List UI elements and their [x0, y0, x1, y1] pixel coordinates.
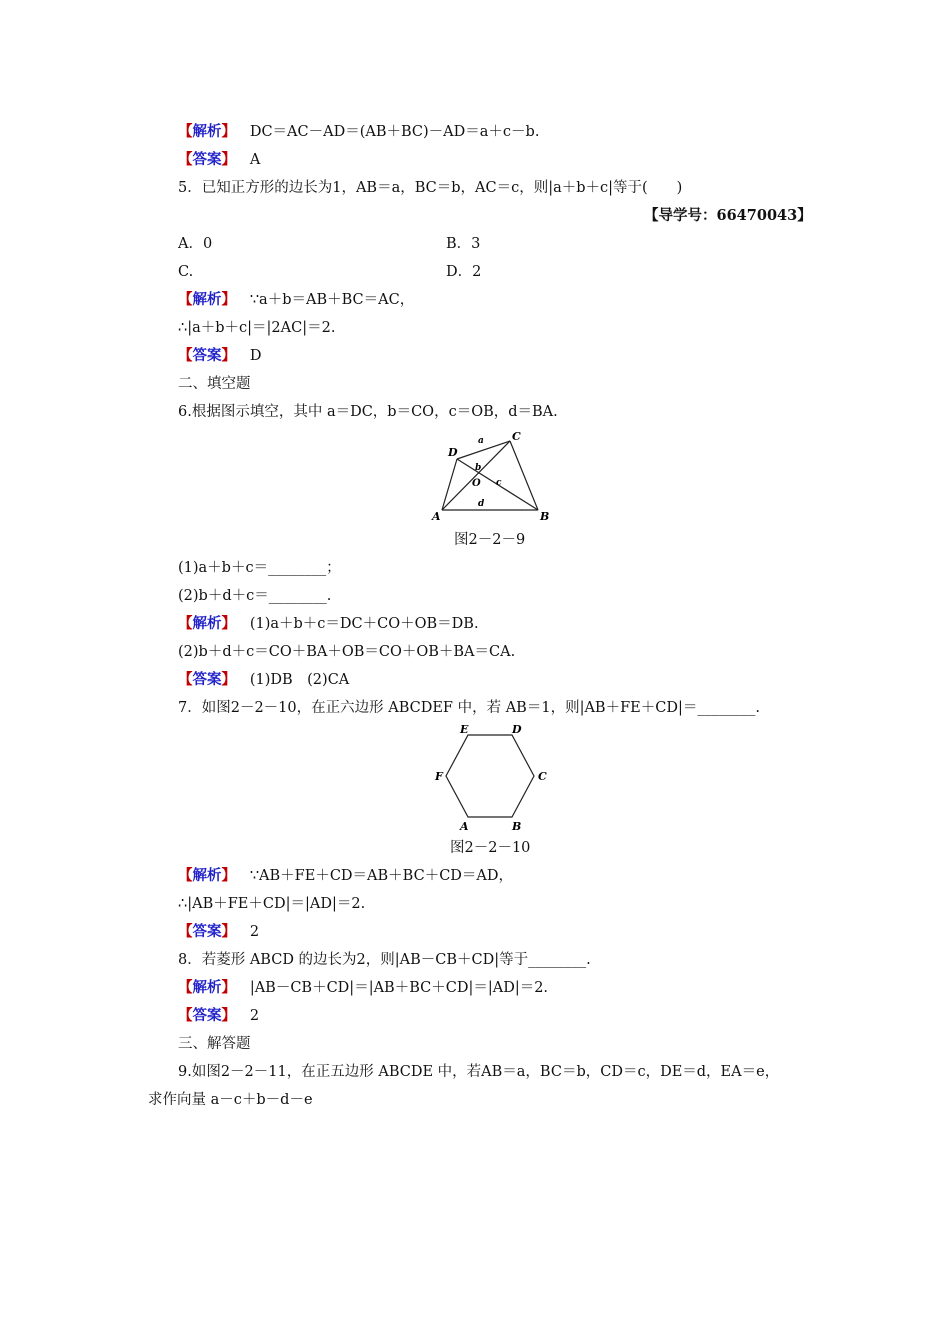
- figure-caption-2-2-10: 图2－2－10: [450, 840, 531, 856]
- q9-stem-1: 9.如图2－2－11，在正五边形 ABCDE 中，若AB＝a，BC＝b，CD＝c，DE＝d，EA＝e，: [178, 1064, 780, 1080]
- point-label-c: C: [512, 430, 521, 443]
- q5-option-c: C.: [178, 264, 194, 280]
- q7-stem: 7．如图2－2－10，在正六边形 ABCDEF 中，若 AB＝1，则|AB＋FE＋CD|＝________.: [178, 700, 760, 716]
- hex-label-c: C: [538, 770, 547, 783]
- q8-answer-text: 2: [249, 1008, 260, 1024]
- analysis-tag: 【解析】: [178, 979, 236, 996]
- q9-stem-2: 求作向量 a－c＋b－d－e: [148, 1092, 313, 1108]
- answer-tag: 【答案】: [178, 1007, 236, 1024]
- figure-2-2-9: [430, 428, 556, 526]
- edge-label-c: c: [496, 478, 502, 488]
- q6-answer-text: (1)DB (2)CA: [249, 672, 350, 688]
- q6-analysis-line: [178, 614, 479, 634]
- figure-caption-2-2-9: 图2－2－9: [454, 532, 526, 548]
- answer-tag: 【答案】: [178, 923, 236, 940]
- q5-analysis-line: [178, 290, 414, 310]
- q5-answer-text: D: [249, 348, 262, 364]
- q4-analysis-line: [178, 122, 539, 142]
- q4-analysis-text: DC＝AC－AD＝(AB＋BC)－AD＝a＋c－b.: [249, 124, 540, 140]
- point-label-b: B: [540, 510, 550, 523]
- q6-analysis-text-1: (1)a＋b＋c＝DC＋CO＋OB＝DB.: [249, 616, 479, 632]
- analysis-tag: 【解析】: [178, 867, 236, 884]
- q6-analysis-text-2: (2)b＋d＋c＝CO＋BA＋OB＝CO＋OB＋BA＝CA.: [178, 644, 516, 660]
- q8-stem: 8．若菱形 ABCD 的边长为2，则|AB－CB＋CD|等于________.: [178, 952, 591, 968]
- edge-label-a: a: [478, 436, 484, 446]
- edge-label-b: b: [475, 463, 482, 473]
- q5-guide-number: 【导学号：66470043】: [644, 207, 812, 224]
- q4-answer-text: A: [249, 152, 261, 168]
- q6-blank-1: (1)a＋b＋c＝________；: [178, 560, 341, 576]
- hex-label-b: B: [512, 820, 522, 833]
- analysis-tag: 【解析】: [178, 615, 236, 632]
- point-label-d: D: [448, 446, 458, 459]
- q5-analysis-text-1: ∵a＋b＝AB＋BC＝AC，: [249, 292, 415, 308]
- q7-analysis-text-1: ∵AB＋FE＋CD＝AB＋BC＋CD＝AD，: [249, 868, 514, 884]
- q7-analysis-text-2: ∴|AB＋FE＋CD|＝|AD|＝2.: [178, 896, 366, 912]
- answer-tag: 【答案】: [178, 151, 236, 168]
- hex-label-d: D: [512, 723, 522, 736]
- q7-answer-line: [178, 922, 259, 942]
- q5-option-a: A．0: [178, 236, 213, 252]
- analysis-tag: 【解析】: [178, 123, 236, 140]
- q6-stem: 6.根据图示填空，其中 a＝DC，b＝CO，c＝OB，d＝BA.: [178, 404, 558, 420]
- analysis-tag: 【解析】: [178, 291, 236, 308]
- q8-analysis-text: |AB－CB＋CD|＝|AB＋BC＋CD|＝|AD|＝2.: [249, 980, 549, 996]
- q4-answer-line: [178, 150, 260, 170]
- hex-label-a: A: [460, 820, 469, 833]
- q5-stem: 5．已知正方形的边长为1，AB＝a，BC＝b，AC＝c，则|a＋b＋c|等于( ): [178, 180, 683, 196]
- q7-analysis-line: [178, 866, 513, 886]
- q7-answer-text: 2: [249, 924, 260, 940]
- edge-label-d: d: [478, 499, 485, 509]
- point-label-o: O: [472, 478, 481, 489]
- q5-option-b: B．3: [446, 236, 481, 252]
- answer-tag: 【答案】: [178, 671, 236, 688]
- q5-option-d: D．2: [446, 264, 482, 280]
- hex-label-e: E: [460, 723, 469, 736]
- q6-answer-line: [178, 670, 349, 690]
- q6-blank-2: (2)b＋d＋c＝________.: [178, 588, 332, 604]
- hex-label-f: F: [435, 770, 443, 783]
- answer-tag: 【答案】: [178, 347, 236, 364]
- q5-analysis-text-2: ∴|a＋b＋c|＝|2AC|＝2.: [178, 320, 336, 336]
- section-heading-solve: 三、解答题: [178, 1036, 251, 1052]
- section-heading-fill-blank: 二、填空题: [178, 376, 251, 392]
- q8-analysis-line: [178, 978, 548, 998]
- point-label-a: A: [432, 510, 441, 523]
- q8-answer-line: [178, 1006, 259, 1026]
- q5-answer-line: [178, 346, 261, 366]
- figure-2-2-10: [430, 722, 556, 834]
